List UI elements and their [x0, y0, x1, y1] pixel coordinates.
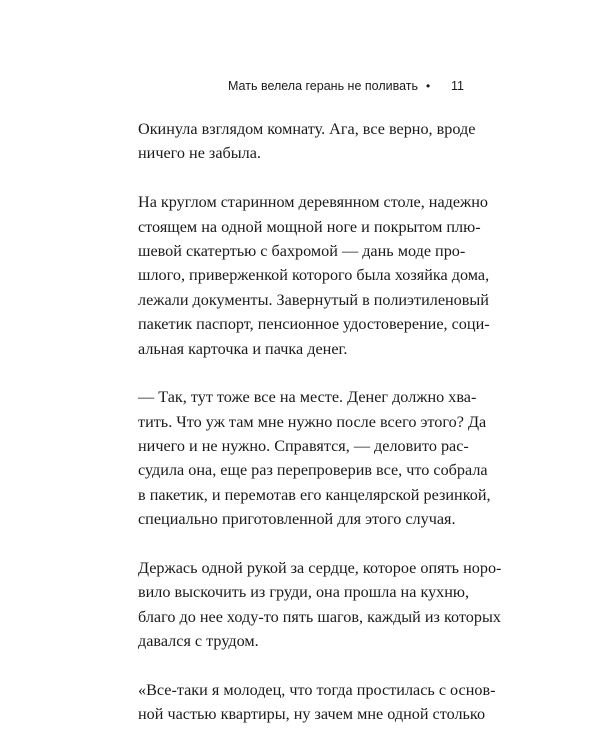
- paragraph-gap: [138, 166, 462, 190]
- text-line: шлого, приверженкой которого была хозяйка дома,: [138, 266, 490, 285]
- paragraph-gap: [138, 532, 462, 556]
- text-line: благо до нее ходу-то пять шагов, каждый из которых: [138, 607, 501, 626]
- text-line: На круглом старинном деревянном столе, надежно: [138, 193, 488, 212]
- running-title: Мать велела герань не поливать: [228, 79, 419, 93]
- text-line: лежали документы. Завернутый в полиэтиленовый: [138, 290, 489, 309]
- text-line: в пакетик, и перемотав его канцелярской резинкой,: [138, 485, 491, 504]
- text-line: пакетик паспорт, пенсионное удостоверение, соци-: [138, 315, 490, 334]
- text-line: тить. Что уж там мне нужно после всего этого? Да: [138, 412, 487, 431]
- text-line: — Так, тут тоже все на месте. Денег должно хва-: [138, 388, 477, 407]
- text-line: Окинула взглядом комнату. Ага, все верно, вроде: [138, 120, 476, 138]
- text-line: шевой скатертью с бахромой — дань моде про-: [138, 241, 466, 260]
- paragraph-gap: [138, 361, 462, 385]
- text-line: альная карточка и пачка денег.: [138, 339, 348, 358]
- text-line: давался с трудом.: [138, 632, 259, 651]
- header-separator: •: [426, 79, 431, 93]
- text-line: «Все-таки я молодец, что тогда простилась с основ-: [138, 680, 496, 699]
- text-line: Держась одной рукой за сердце, которое опять норо-: [138, 559, 502, 578]
- text-line: ной частью квартиры, ну зачем мне одной столько: [138, 705, 486, 724]
- text-line: ничего и не нужно. Справятся, — деловито рас-: [138, 437, 469, 456]
- text-line: ничего не забыла.: [138, 144, 261, 163]
- text-line: судила она, еще раз перепроверив все, что собрала: [138, 461, 488, 480]
- body-text: [138, 117, 502, 727]
- paragraph-gap: [138, 654, 462, 678]
- text-line: стоящем на одной мощной ноге и покрытом плю-: [138, 217, 481, 236]
- page-number: 11: [451, 79, 464, 93]
- text-line: вило выскочить из груди, она прошла на кухню,: [138, 583, 470, 602]
- page-header: [205, 79, 465, 97]
- text-line: специально приготовленной для этого случая.: [138, 510, 456, 529]
